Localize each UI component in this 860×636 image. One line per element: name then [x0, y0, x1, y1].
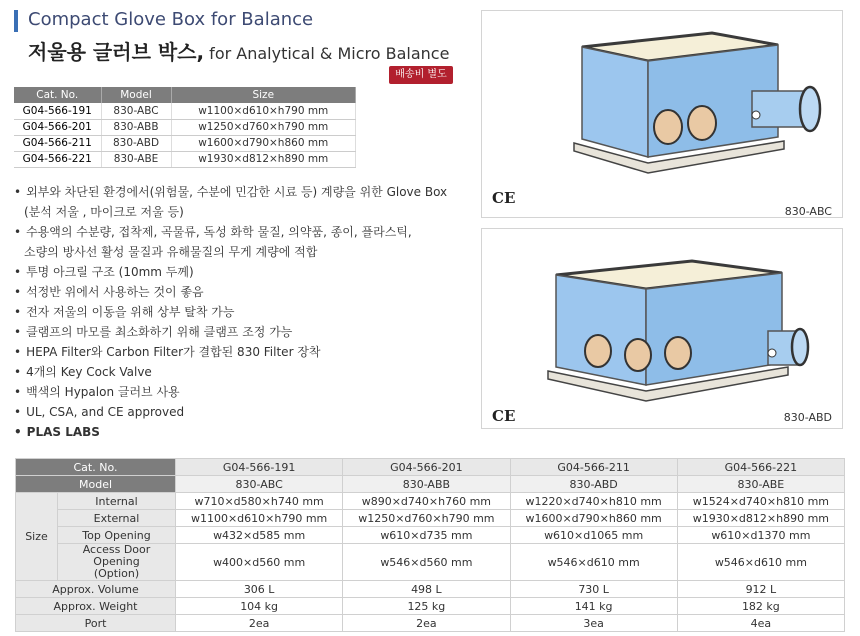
panel-model-label: 830-ABC [784, 205, 832, 218]
cell-cat-no: G04-566-201 [14, 119, 101, 135]
spec-cell: w610×d1370 mm [677, 527, 844, 544]
list-item: • 투명 아크릴 구조 (10mm 두께) [14, 262, 474, 282]
spec-row-label: Approx. Weight [16, 598, 176, 615]
spec-cell: w610×d735 mm [343, 527, 510, 544]
ce-mark: CE [492, 189, 516, 207]
access-door-label-option: (Option) [93, 567, 140, 580]
spec-row-label: Approx. Volume [16, 581, 176, 598]
glove-box-abd-illustration [542, 243, 822, 413]
spec-cell: w400×d560 mm [176, 544, 343, 581]
table-row [14, 103, 356, 119]
spec-model: 830-ABD [510, 476, 677, 493]
table-row [16, 493, 845, 510]
spec-cell: 104 kg [176, 598, 343, 615]
spec-row-label-access-door [58, 544, 176, 581]
list-item: • 전자 저울의 이동을 위해 상부 탈착 가능 [14, 302, 474, 322]
spec-cell: 125 kg [343, 598, 510, 615]
spec-cell: w610×d1065 mm [510, 527, 677, 544]
spec-row-label: Internal [58, 493, 176, 510]
table-row [16, 527, 845, 544]
table-row [14, 119, 356, 135]
table-row [16, 598, 845, 615]
table-row [14, 151, 356, 167]
spec-cell: 4ea [677, 615, 844, 632]
table-row [14, 135, 356, 151]
cell-cat-no: G04-566-211 [14, 135, 101, 151]
page-title-en: Compact Glove Box for Balance [28, 9, 314, 30]
spec-cell: w1524×d740×h810 mm [677, 493, 844, 510]
spec-cell: 498 L [343, 581, 510, 598]
spec-cell: w432×d585 mm [176, 527, 343, 544]
list-item: • 석정반 위에서 사용하는 것이 좋음 [14, 282, 474, 302]
header-cat-no: Cat. No. [14, 87, 101, 103]
panel-model-label: 830-ABD [783, 411, 832, 424]
access-door-label: Access Door Opening [82, 543, 151, 568]
spec-cell: 730 L [510, 581, 677, 598]
table-header-row [14, 87, 356, 103]
spec-cell: w710×d580×h740 mm [176, 493, 343, 510]
cell-cat-no: G04-566-221 [14, 151, 101, 167]
spec-model: 830-ABB [343, 476, 510, 493]
spec-cell: w1220×d740×h810 mm [510, 493, 677, 510]
spec-cat-no: G04-566-191 [176, 459, 343, 476]
spec-cat-no: G04-566-201 [343, 459, 510, 476]
cell-model: 830-ABC [101, 103, 171, 119]
spec-cell: w1930×d812×h890 mm [677, 510, 844, 527]
product-photo-panel-abc [481, 10, 843, 218]
spec-model-label: Model [16, 476, 176, 493]
cell-model: 830-ABB [101, 119, 171, 135]
spec-cell: w1250×d760×h790 mm [343, 510, 510, 527]
spec-row-label: Port [16, 615, 176, 632]
spec-cell: w546×d560 mm [343, 544, 510, 581]
list-item: • 수용액의 수분량, 접착제, 곡물류, 독성 화학 물질, 의약품, 종이, 플라스틱, [14, 222, 474, 242]
cell-size: w1250×d760×h790 mm [171, 119, 356, 135]
cell-size: w1100×d610×h790 mm [171, 103, 356, 119]
spec-cell: 2ea [176, 615, 343, 632]
spec-cell: 182 kg [677, 598, 844, 615]
spec-cell: 3ea [510, 615, 677, 632]
spec-cell: 141 kg [510, 598, 677, 615]
title-ko-main: 저울용 글러브 박스, [28, 40, 205, 64]
spec-row-label: External [58, 510, 176, 527]
table-row [16, 459, 845, 476]
glove-box-abc-illustration [552, 19, 832, 189]
cell-model: 830-ABE [101, 151, 171, 167]
cell-size: w1600×d790×h860 mm [171, 135, 356, 151]
spec-cell: w1100×d610×h790 mm [176, 510, 343, 527]
product-photo-panel-abd [481, 228, 843, 429]
list-item: • 클램프의 마모를 최소화하기 위해 클램프 조정 가능 [14, 322, 474, 342]
title-ko-sub: for Analytical & Micro Balance [204, 44, 450, 63]
spec-cell: w546×d610 mm [677, 544, 844, 581]
page-title-ko [28, 36, 449, 65]
title-accent-bar [14, 10, 18, 32]
spec-cell: w546×d610 mm [510, 544, 677, 581]
list-item: • 4개의 Key Cock Valve [14, 362, 474, 382]
spec-model: 830-ABC [176, 476, 343, 493]
list-item: (분석 저울 , 마이크로 저울 등) [24, 205, 184, 219]
table-row [16, 615, 845, 632]
header-size: Size [171, 87, 356, 103]
spec-row-label: Top Opening [58, 527, 176, 544]
table-row [16, 476, 845, 493]
cell-model: 830-ABD [101, 135, 171, 151]
shipping-badge: 배송비 별도 [389, 66, 453, 84]
feature-list [14, 182, 474, 442]
spec-cell: 306 L [176, 581, 343, 598]
header-model: Model [101, 87, 171, 103]
spec-size-label: Size [16, 493, 58, 581]
cell-cat-no: G04-566-191 [14, 103, 101, 119]
spec-cell: w890×d740×h760 mm [343, 493, 510, 510]
spec-cell: w1600×d790×h860 mm [510, 510, 677, 527]
list-item: 소량의 방사선 활성 물질과 유해물질의 무게 계량에 적합 [24, 245, 318, 259]
table-row [16, 581, 845, 598]
ce-mark: CE [492, 407, 516, 425]
spec-cat-no: G04-566-221 [677, 459, 844, 476]
list-item: • UL, CSA, and CE approved [14, 402, 474, 422]
cell-size: w1930×d812×h890 mm [171, 151, 356, 167]
spec-cat-no: G04-566-211 [510, 459, 677, 476]
spec-cell: 912 L [677, 581, 844, 598]
spec-model: 830-ABE [677, 476, 844, 493]
spec-cell: 2ea [343, 615, 510, 632]
list-item: • 백색의 Hypalon 글러브 사용 [14, 382, 474, 402]
spec-cat-label: Cat. No. [16, 459, 176, 476]
list-item: • 외부와 차단된 환경에서(위험물, 수분에 민감한 시료 등) 계량을 위한 Glove Box [14, 182, 474, 202]
specification-table [15, 458, 845, 632]
table-row [16, 544, 845, 581]
brand-item: • PLAS LABS [14, 422, 474, 442]
table-row [16, 510, 845, 527]
catalog-summary-table [14, 87, 356, 168]
list-item: • HEPA Filter와 Carbon Filter가 결합된 830 Filter 장착 [14, 342, 474, 362]
